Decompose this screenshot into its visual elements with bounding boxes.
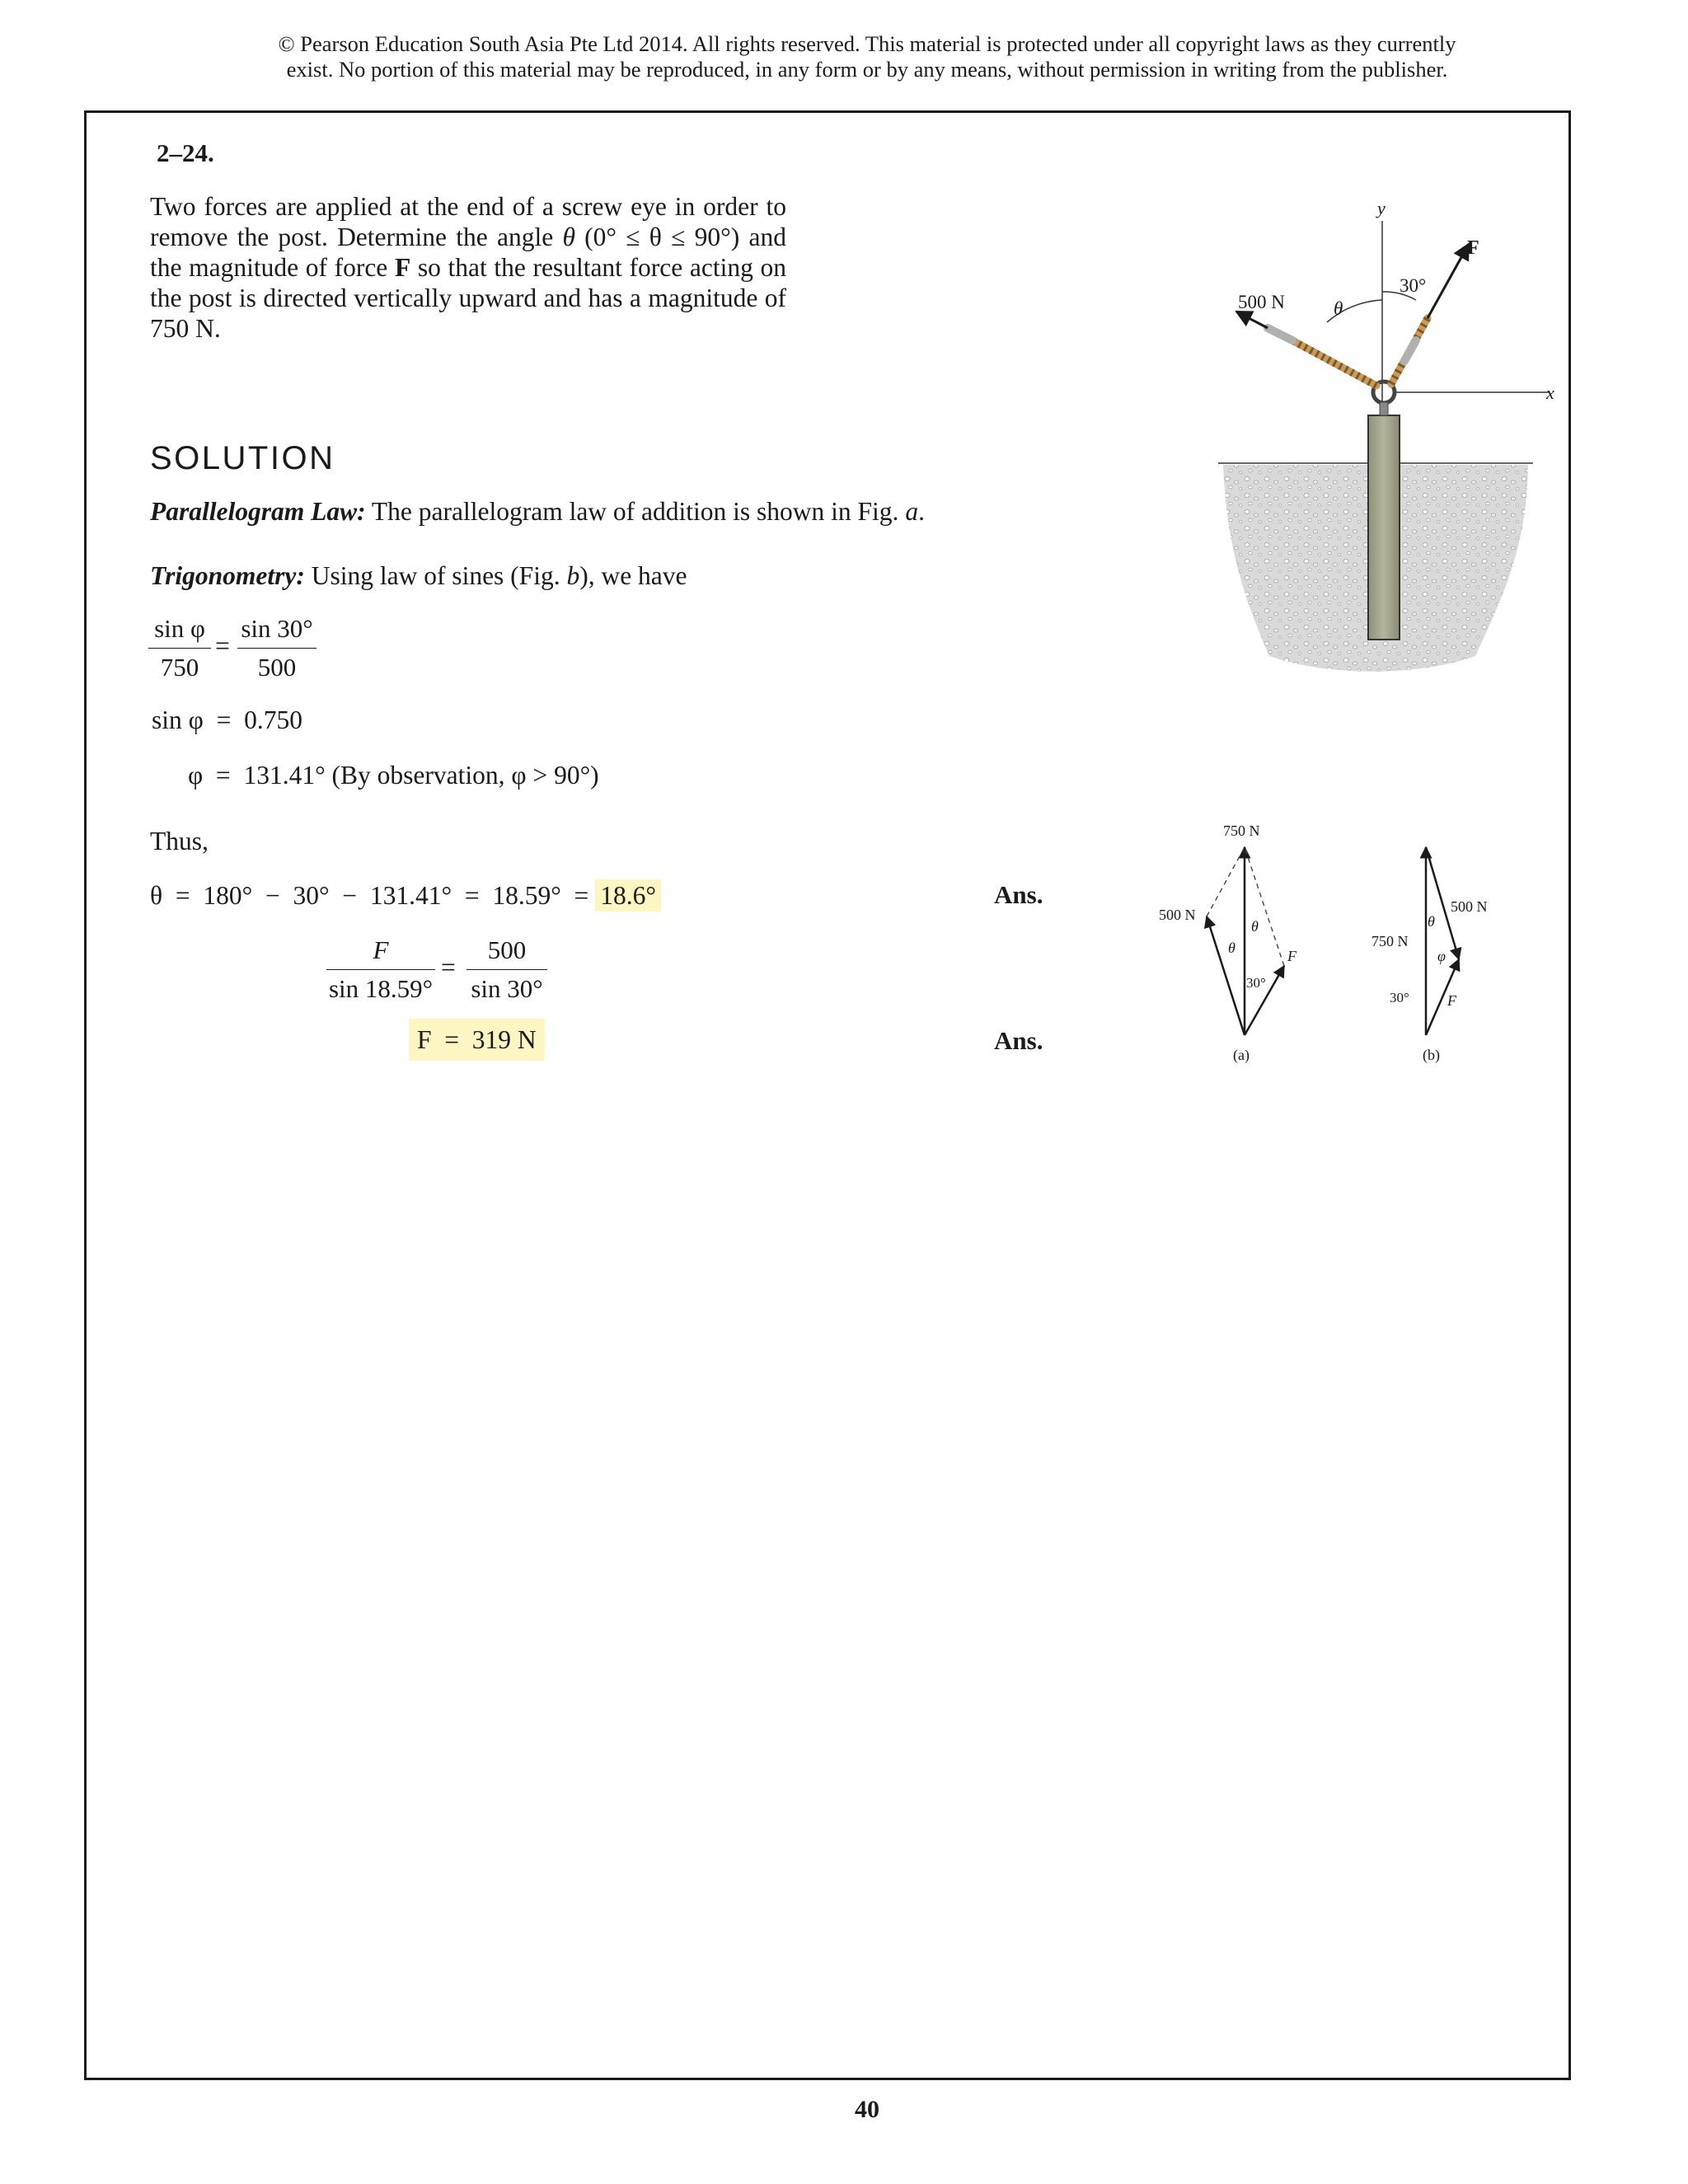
fig-a-theta-2: θ bbox=[1251, 918, 1259, 935]
ans-label-1: Ans. bbox=[994, 880, 1043, 909]
problem-number: 2–24. bbox=[157, 138, 214, 167]
eq5-right-denominator: sin 30° bbox=[471, 974, 543, 1003]
fig-a-theta-1: θ bbox=[1228, 940, 1236, 956]
trigonometry-fig-ref: b bbox=[566, 561, 580, 590]
label-500n: 500 N bbox=[1238, 292, 1285, 312]
eq2: sin φ = 0.750 bbox=[152, 705, 302, 734]
fig-a-caption: (a) bbox=[1233, 1047, 1250, 1063]
label-30: 30° bbox=[1400, 275, 1427, 296]
fig-b-theta: θ bbox=[1428, 913, 1435, 930]
screw-eye-figure bbox=[1203, 194, 1566, 681]
eq1-equals: = bbox=[215, 631, 230, 660]
rope-left-clamp bbox=[1268, 328, 1292, 340]
fig-b-phi: φ bbox=[1437, 948, 1446, 964]
parallelogram-label: Parallelogram Law: bbox=[150, 497, 366, 526]
fig-b-caption: (b) bbox=[1423, 1047, 1440, 1063]
fig-b-label-500n: 500 N bbox=[1451, 898, 1488, 915]
eq5-left-numerator: F bbox=[326, 935, 435, 970]
problem-theta: θ bbox=[562, 223, 575, 251]
wooden-post bbox=[1368, 415, 1400, 640]
eq5-right-fraction bbox=[467, 935, 547, 1005]
eq1-right-numerator: sin 30° bbox=[237, 613, 316, 649]
eq3: φ = 131.41° (By observation, φ > 90°) bbox=[188, 761, 599, 790]
copyright-line-1: © Pearson Education South Asia Pte Ltd 2014. All rights reserved. This material is protected under all copyright laws as they currently bbox=[278, 31, 1456, 56]
parallelogram-text: The parallelogram law of addition is shown in Fig. bbox=[365, 497, 906, 526]
eq4-expression: θ = 180° − 30° − 131.41° = 18.59° = bbox=[150, 881, 596, 910]
fig-b-label-750n: 750 N bbox=[1372, 933, 1409, 949]
problem-text-part1: Two forces are applied at the end of a screw eye in order to remove the post. Determine the angle bbox=[150, 192, 786, 251]
fig-a-label-f: F bbox=[1287, 948, 1296, 964]
solution-heading: SOLUTION bbox=[150, 440, 335, 476]
label-force-f: F bbox=[1467, 237, 1479, 259]
fig-b-angle-30: 30° bbox=[1390, 990, 1409, 1005]
arrow-f bbox=[1428, 244, 1469, 318]
eq1-left-denominator: 750 bbox=[160, 653, 199, 682]
fig-a-dashed-2 bbox=[1245, 847, 1284, 966]
problem-text-part3: so that the resultant force acting on the post is directed vertically upward and has a magnitude of 750 N. bbox=[150, 253, 786, 343]
label-theta: θ bbox=[1334, 298, 1343, 319]
eq5-equals: = bbox=[441, 953, 456, 982]
problem-statement bbox=[150, 191, 786, 344]
copyright-notice bbox=[0, 31, 1688, 82]
arrow-500n bbox=[1236, 312, 1268, 328]
screw-shank bbox=[1380, 402, 1388, 415]
fig-a-label-750n: 750 N bbox=[1223, 823, 1260, 839]
eq1-right-fraction bbox=[237, 613, 316, 683]
fig-a-500n-vector bbox=[1207, 916, 1245, 1035]
trigonometry-label: Trigonometry: bbox=[150, 561, 305, 590]
eq5-right-numerator: 500 bbox=[467, 935, 547, 970]
eq5-left-fraction bbox=[326, 935, 435, 1005]
problem-text-part2: and the magnitude of force bbox=[150, 223, 786, 282]
trigonometry-end: ), we have bbox=[579, 561, 687, 590]
trigonometry-paragraph bbox=[150, 560, 687, 592]
eq5-left-denominator: sin 18.59° bbox=[328, 974, 434, 1003]
problem-range: (0° ≤ θ ≤ 90°) bbox=[574, 223, 749, 251]
ans-label-2: Ans. bbox=[994, 1026, 1043, 1055]
x-axis-label: x bbox=[1546, 382, 1554, 403]
parallelogram-law-paragraph bbox=[150, 496, 925, 527]
thus-text: Thus, bbox=[150, 827, 209, 855]
fig-a-label-500n: 500 N bbox=[1159, 907, 1196, 923]
eq6-answer-highlight: F = 319 N bbox=[409, 1019, 545, 1061]
eq4 bbox=[150, 880, 661, 912]
figure-a-parallelogram bbox=[1147, 819, 1337, 1066]
fig-a-dashed-1 bbox=[1207, 847, 1245, 916]
eq4-answer-highlight: 18.6° bbox=[595, 879, 661, 912]
trigonometry-text: Using law of sines (Fig. bbox=[304, 561, 567, 590]
eq1-left-numerator: sin φ bbox=[148, 613, 211, 649]
parallelogram-fig-ref: a bbox=[905, 497, 919, 526]
copyright-line-2: exist. No portion of this material may be reproduced, in any form or by any means, without permission in writing from the publisher. bbox=[286, 57, 1448, 82]
page-number: 40 bbox=[855, 2096, 879, 2123]
eq1-right-denominator: 500 bbox=[257, 653, 297, 682]
y-axis-label: y bbox=[1377, 198, 1386, 218]
fig-a-angle-30: 30° bbox=[1246, 975, 1266, 991]
eq1-left-fraction bbox=[148, 613, 211, 683]
problem-force-symbol: F bbox=[394, 253, 411, 282]
parallelogram-end: . bbox=[918, 497, 925, 526]
rope-right-clamp bbox=[1404, 340, 1416, 361]
fig-b-label-f: F bbox=[1447, 992, 1456, 1009]
figure-b-triangle bbox=[1352, 819, 1517, 1066]
eq6 bbox=[409, 1024, 545, 1056]
